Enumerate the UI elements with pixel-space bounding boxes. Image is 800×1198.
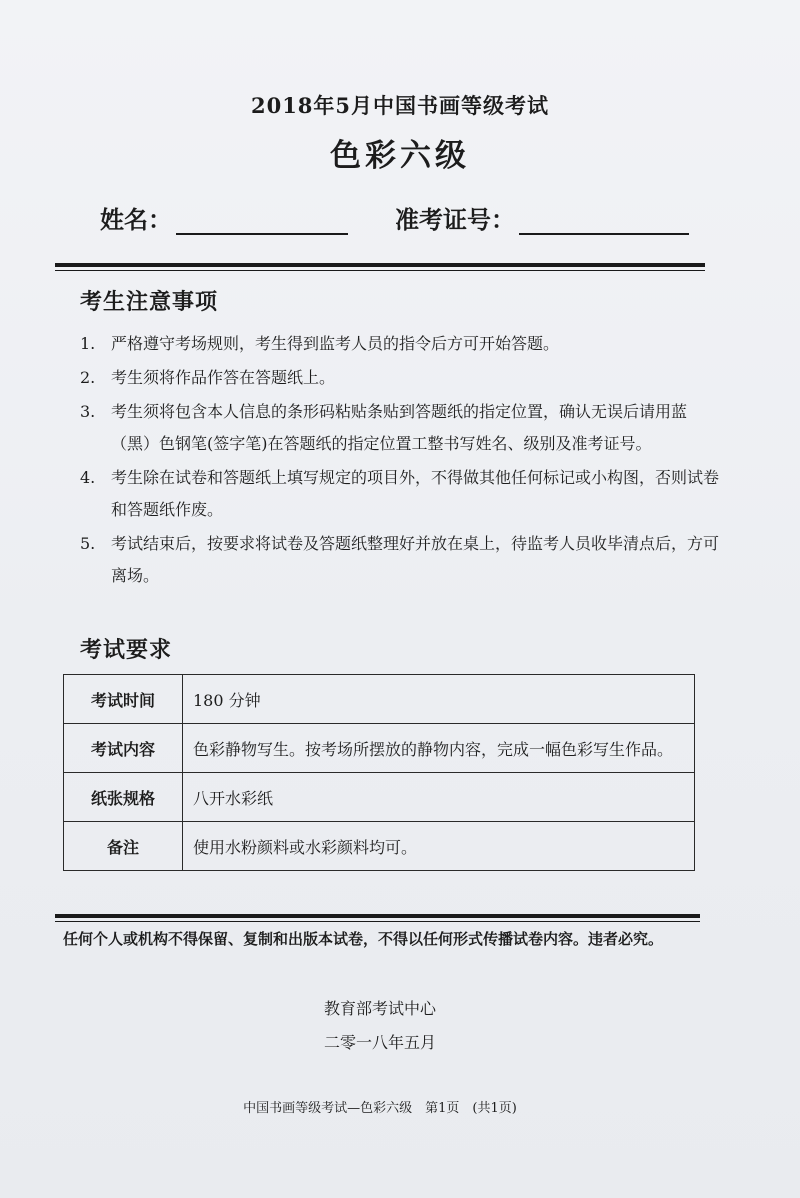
table-row — [64, 724, 695, 773]
notice-item — [80, 396, 720, 460]
row-value: 色彩静物写生。按考场所摆放的静物内容，完成一幅色彩写生作品。 — [183, 724, 695, 773]
page-footer: 中国书画等级考试—色彩六级 第1页 (共1页) — [243, 1101, 517, 1116]
requirements-table — [63, 674, 695, 871]
notice-number: 4. — [80, 468, 96, 487]
notice-title: 考生注意事项 — [80, 289, 219, 315]
name-field — [100, 200, 348, 235]
exam-id-field — [395, 200, 689, 235]
copyright-notice: 任何个人或机构不得保留、复制和出版本试卷，不得以任何形式传播试卷内容。违者必究。 — [63, 930, 664, 948]
issuer: 教育部考试中心 — [323, 999, 436, 1018]
subject-level: 色彩六级 — [330, 138, 470, 174]
notice-number: 1. — [80, 334, 96, 353]
row-label: 备注 — [64, 822, 183, 871]
notice-number: 5. — [80, 534, 96, 553]
notice-text: 严格遵守考场规则，考生得到监考人员的指令后方可开始答题。 — [111, 334, 560, 353]
footer-divider — [55, 914, 700, 922]
notice-list — [80, 328, 720, 594]
row-label: 纸张规格 — [64, 773, 183, 822]
exam-id-label: 准考证号： — [395, 205, 515, 234]
requirements-title: 考试要求 — [80, 637, 173, 663]
notice-item — [80, 362, 720, 394]
notice-item — [80, 462, 720, 526]
exam-title: 2018年5月中国书画等级考试 — [250, 93, 550, 118]
header-divider — [55, 263, 705, 271]
row-label: 考试时间 — [64, 675, 183, 724]
table-row — [64, 773, 695, 822]
name-label: 姓名： — [100, 205, 172, 234]
issue-date: 二零一八年五月 — [323, 1033, 436, 1052]
notice-item — [80, 328, 720, 360]
notice-number: 2. — [80, 368, 96, 387]
notice-text: 考试结束后，按要求将试卷及答题纸整理好并放在桌上，待监考人员收毕清点后，方可离场。 — [111, 534, 720, 585]
row-value: 八开水彩纸 — [183, 773, 695, 822]
name-blank-line — [176, 207, 348, 235]
notice-item — [80, 528, 720, 592]
row-value: 180 分钟 — [183, 675, 695, 724]
notice-text: 考生须将包含本人信息的条形码粘贴条贴到答题纸的指定位置，确认无误后请用蓝（黑）色钢笔(签字笔)在答题纸的指定位置工整书写姓名、级别及准考证号。 — [111, 402, 688, 453]
row-value: 使用水粉颜料或水彩颜料均可。 — [183, 822, 695, 871]
table-row — [64, 822, 695, 871]
exam-id-blank-line — [519, 207, 689, 235]
notice-text: 考生须将作品作答在答题纸上。 — [111, 368, 336, 387]
table-row — [64, 675, 695, 724]
row-label: 考试内容 — [64, 724, 183, 773]
notice-text: 考生除在试卷和答题纸上填写规定的项目外，不得做其他任何标记或小构图，否则试卷和答题纸作废。 — [111, 468, 720, 519]
notice-number: 3. — [80, 402, 96, 421]
